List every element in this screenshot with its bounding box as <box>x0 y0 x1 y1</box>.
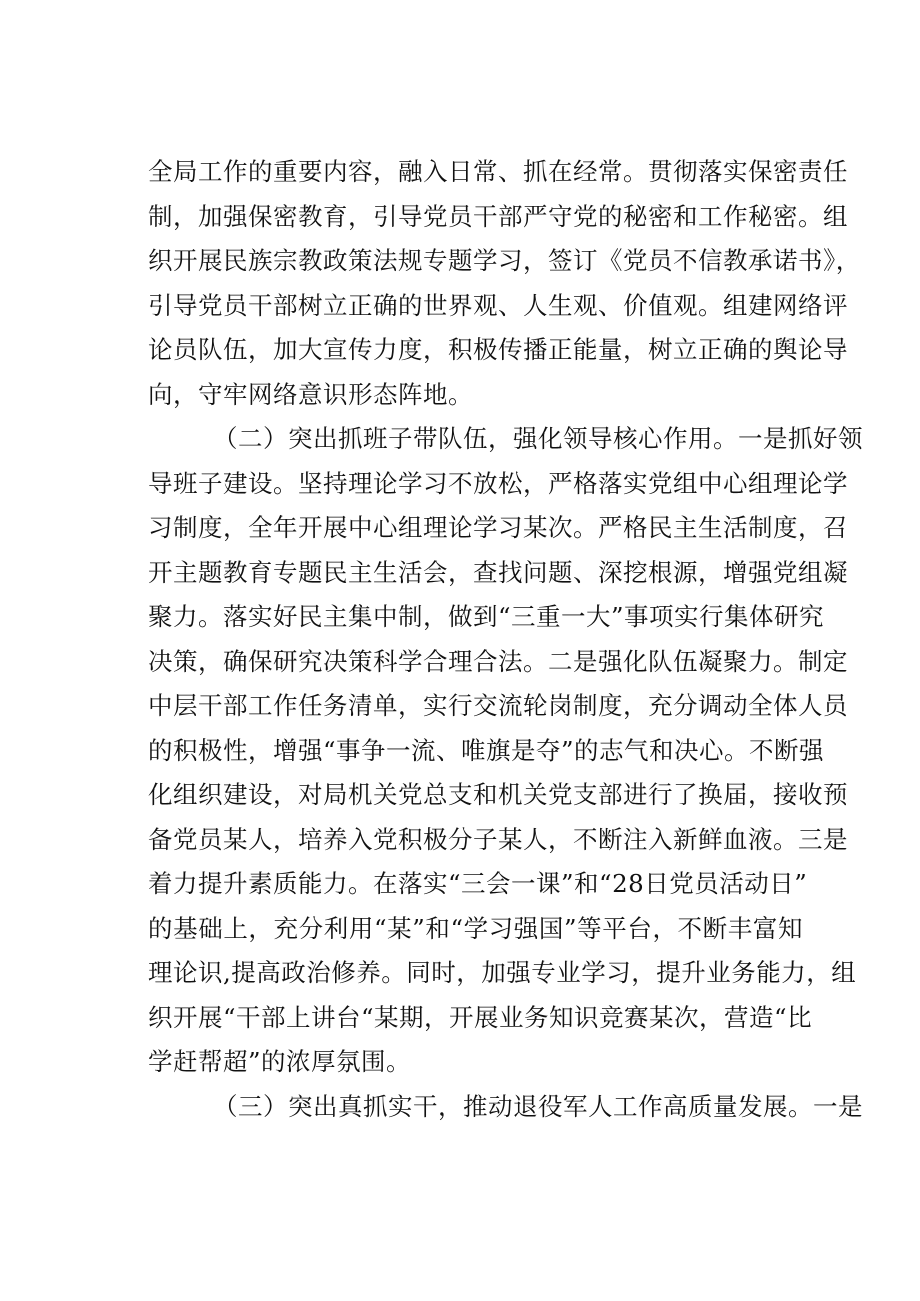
text-line: 决策，确保研究决策科学合理合法。二是强化队伍凝聚力。制定 <box>148 646 848 676</box>
text-line: 全局工作的重要内容，融入日常、抓在经常。贯彻落实保密责任 <box>148 157 848 186</box>
text-line: 的积极性，增强“事争一流、唯旗是夺”的志气和决心。不断强 <box>148 735 825 765</box>
text-line: 制，加强保密教育，引导党员干部严守党的秘密和工作秘密。组 <box>148 201 848 231</box>
text-line: 的基础上，充分利用“某”和“学习强国”等平台，不断丰富知 <box>148 913 803 943</box>
text-line: （三）突出真抓实干，推动退役军人工作高质量发展。一是 <box>213 1091 863 1121</box>
paragraph-3 <box>148 1085 863 1130</box>
text-line: 织开展“干部上讲台“某期，开展业务知识竞赛某次，营造“比 <box>148 1002 813 1032</box>
text-line: 引导党员干部树立正确的世界观、人生观、价值观。组建网络评 <box>148 290 848 320</box>
text-line: （二）突出抓班子带队伍，强化领导核心作用。一是抓好领 <box>213 424 863 453</box>
paragraph-2 <box>148 417 863 1085</box>
text-line: 化组织建设，对局机关党总支和机关党支部进行了换届，接收预 <box>148 780 848 809</box>
text-line: 论员队伍，加大宣传力度，积极传播正能量，树立正确的舆论导 <box>148 335 848 364</box>
text-line: 导班子建设。坚持理论学习不放松，严格落实党组中心组理论学 <box>148 468 848 498</box>
text-line: 着力提升素质能力。在落实“三会一课”和“28日党员活动日” <box>148 869 808 898</box>
text-line: 开主题教育专题民主生活会，查找问题、深挖根源，增强党组凝 <box>148 557 848 587</box>
document-body <box>148 150 863 1129</box>
text-line: 学赶帮超”的浓厚氛围。 <box>148 1047 412 1076</box>
text-line: 织开展民族宗教政策法规专题学习，签订《党员不信教承诺书》， <box>148 246 861 275</box>
text-line: 聚力。落实好民主集中制，做到“三重一大”事项实行集体研究 <box>148 602 825 631</box>
paragraph-1 <box>148 150 861 417</box>
text-line: 理论识,提高政治修养。同时，加强专业学习，提升业务能力，组 <box>148 958 857 987</box>
text-line: 备党员某人，培养入党积极分子某人，不断注入新鲜血液。三是 <box>148 824 848 854</box>
text-line: 中层干部工作任务清单，实行交流轮岗制度，充分调动全体人员 <box>148 691 848 720</box>
text-line: 向，守牢网络意识形态阵地。 <box>148 379 473 409</box>
text-line: 习制度，全年开展中心组理论学习某次。严格民主生活制度，召 <box>148 513 848 542</box>
